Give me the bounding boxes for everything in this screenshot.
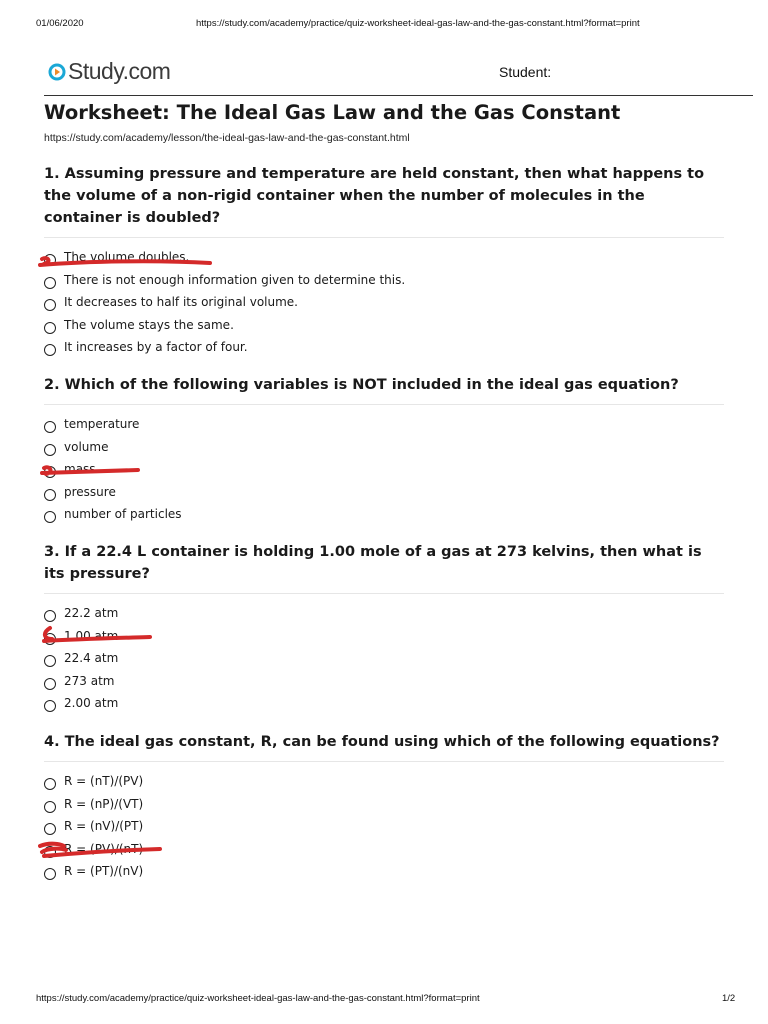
option-label: It increases by a factor of four. [64, 340, 248, 355]
option-item[interactable] [44, 336, 734, 359]
radio-button[interactable] [44, 277, 56, 289]
option-label: mass [64, 462, 96, 477]
option-item[interactable] [44, 815, 734, 838]
radio-button[interactable] [44, 610, 56, 622]
option-label: There is not enough information given to determine this. [64, 272, 406, 287]
option-item[interactable] [44, 770, 734, 793]
option-item[interactable] [44, 503, 734, 526]
option-item[interactable] [44, 481, 734, 504]
radio-button[interactable] [44, 511, 56, 523]
option-item[interactable] [44, 838, 734, 861]
option-label: It decreases to half its original volume. [64, 295, 298, 310]
question-4 [44, 731, 734, 883]
student-label: Student: [499, 64, 552, 80]
option-label: volume [64, 439, 109, 454]
question-1 [44, 163, 734, 359]
option-list [44, 246, 734, 359]
radio-button[interactable] [44, 846, 56, 858]
radio-button[interactable] [44, 489, 56, 501]
radio-button[interactable] [44, 322, 56, 334]
option-label: 1.00 atm [64, 628, 119, 643]
worksheet-title: Worksheet: The Ideal Gas Law and the Gas Constant [44, 101, 621, 124]
worksheet-header [44, 56, 753, 96]
question-text: 2. Which of the following variables is NOT included in the ideal gas equation? [44, 374, 724, 405]
option-label: pressure [64, 484, 116, 499]
option-label: 22.4 atm [64, 651, 119, 666]
radio-button[interactable] [44, 421, 56, 433]
page-number: 1/2 [722, 993, 736, 1004]
question-3 [44, 541, 734, 715]
option-label: temperature [64, 417, 140, 432]
option-label: R = (nP)/(VT) [64, 796, 144, 811]
radio-button[interactable] [44, 801, 56, 813]
study-logo [48, 58, 170, 85]
option-list [44, 770, 734, 883]
option-item[interactable] [44, 269, 734, 292]
option-label: 273 atm [64, 673, 115, 688]
radio-button[interactable] [44, 299, 56, 311]
radio-button[interactable] [44, 444, 56, 456]
print-url: https://study.com/academy/practice/quiz-worksheet-ideal-gas-law-and-the-gas-constant.html?format=print [196, 18, 640, 29]
option-item[interactable] [44, 458, 734, 481]
option-label: R = (PV)/(nT) [64, 841, 144, 856]
option-label: number of particles [64, 507, 182, 522]
question-text: 4. The ideal gas constant, R, can be found using which of the following equations? [44, 731, 724, 762]
option-item[interactable] [44, 436, 734, 459]
option-item[interactable] [44, 692, 734, 715]
lesson-url: https://study.com/academy/lesson/the-ideal-gas-law-and-the-gas-constant.html [44, 132, 410, 144]
option-label: The volume stays the same. [64, 317, 234, 332]
option-label: R = (PT)/(nV) [64, 864, 144, 879]
option-item[interactable] [44, 413, 734, 436]
radio-button[interactable] [44, 344, 56, 356]
radio-button[interactable] [44, 655, 56, 667]
radio-button[interactable] [44, 466, 56, 478]
footer-url: https://study.com/academy/practice/quiz-worksheet-ideal-gas-law-and-the-gas-constant.html?format=print [36, 993, 480, 1004]
option-label: R = (nV)/(PT) [64, 819, 144, 834]
question-2 [44, 374, 734, 526]
option-item[interactable] [44, 246, 734, 269]
question-text: 1. Assuming pressure and temperature are held constant, then what happens to the volume of a non-rigid container when the number of molecules in the container is doubled? [44, 163, 724, 238]
option-item[interactable] [44, 670, 734, 693]
option-label: The volume doubles. [64, 250, 190, 265]
option-item[interactable] [44, 647, 734, 670]
option-item[interactable] [44, 860, 734, 883]
radio-button[interactable] [44, 700, 56, 712]
study-logo-icon [48, 63, 66, 81]
radio-button[interactable] [44, 678, 56, 690]
option-item[interactable] [44, 291, 734, 314]
option-item[interactable] [44, 314, 734, 337]
radio-button[interactable] [44, 868, 56, 880]
option-label: 2.00 atm [64, 696, 119, 711]
print-date: 01/06/2020 [36, 18, 84, 29]
radio-button[interactable] [44, 778, 56, 790]
radio-button[interactable] [44, 823, 56, 835]
radio-button[interactable] [44, 254, 56, 266]
option-label: 22.2 atm [64, 606, 119, 621]
option-item[interactable] [44, 625, 734, 648]
option-list [44, 413, 734, 526]
option-item[interactable] [44, 793, 734, 816]
option-item[interactable] [44, 602, 734, 625]
study-logo-text: Study.com [68, 58, 171, 84]
question-text: 3. If a 22.4 L container is holding 1.00 mole of a gas at 273 kelvins, then what is its pressure? [44, 541, 724, 594]
option-label: R = (nT)/(PV) [64, 774, 144, 789]
option-list [44, 602, 734, 715]
radio-button[interactable] [44, 633, 56, 645]
